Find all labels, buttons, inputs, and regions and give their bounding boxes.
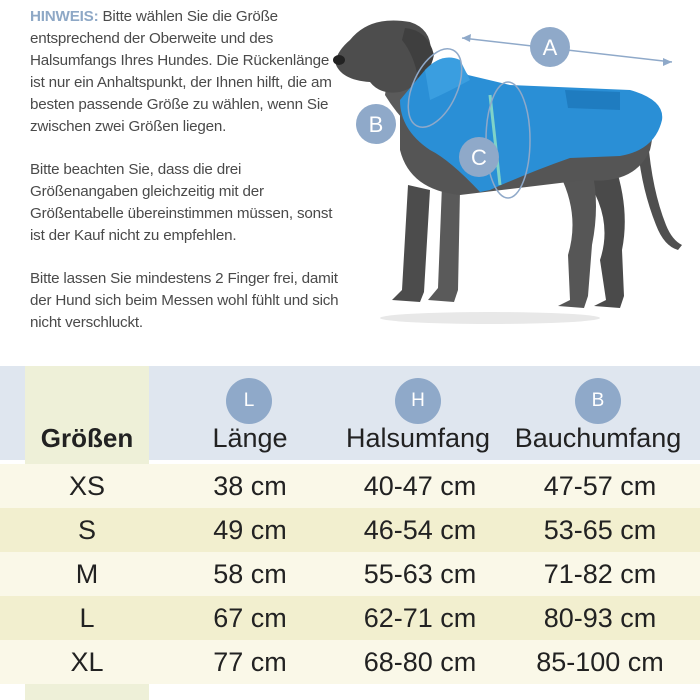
- neck-cell: 55-63 cm: [363, 559, 477, 589]
- badge-belly: B: [575, 378, 621, 424]
- table-row: [0, 552, 700, 596]
- hint-paragraph: [30, 6, 340, 138]
- size-cell: XL: [70, 647, 104, 677]
- dog-shadow: [380, 312, 600, 324]
- size-notes: [30, 6, 340, 355]
- dog-front-leg-right: [428, 185, 460, 302]
- badge-length: L: [226, 378, 272, 424]
- arrow-head-a-left: [462, 34, 471, 42]
- belly-cell: 85-100 cm: [536, 647, 664, 677]
- belly-cell: 80-93 cm: [543, 603, 657, 633]
- length-header: Länge: [212, 423, 288, 453]
- marker-a-label: A: [542, 35, 558, 60]
- length-cell: 49 cm: [213, 515, 287, 545]
- belly-cell: 53-65 cm: [543, 515, 657, 545]
- hint-label: HINWEIS:: [30, 8, 99, 25]
- match-note: Bitte beachten Sie, dass die drei Größenangaben gleichzeitig mit der Größentabelle übereinstimmen müssen, sonst ist der Kauf nicht zu empfehlen.: [30, 161, 333, 244]
- dog-nose: [333, 55, 345, 65]
- table-row: [0, 508, 700, 552]
- length-cell: 38 cm: [213, 471, 287, 501]
- size-table: [0, 366, 700, 700]
- finger-note: Bitte lassen Sie mindestens 2 Finger frei, damit der Hund sich beim Messen wohl fühlt und sich nicht verschluckt.: [30, 270, 339, 331]
- hint-text: Bitte wählen Sie die Größe entsprechend der Oberweite und des Halsumfangs Ihres Hundes. Die Rückenlänge ist nur ein Anhaltspunkt, der Ihnen hilft, die am besten passende Größe zu wählen, wenn Sie zwischen zwei Größen liegen.: [30, 8, 332, 135]
- dog-hind-leg-right: [558, 170, 596, 308]
- table-row: [0, 464, 700, 508]
- size-cell: XS: [68, 471, 106, 501]
- neck-cell: 68-80 cm: [363, 647, 477, 677]
- size-cell: L: [79, 603, 95, 633]
- belly-cell: 71-82 cm: [543, 559, 657, 589]
- belly-cell: 47-57 cm: [543, 471, 657, 501]
- marker-b-label: B: [368, 112, 384, 137]
- dog-illustration: [330, 0, 700, 360]
- arrow-head-a-right: [663, 58, 672, 66]
- dog-measurement-illustration: [330, 0, 700, 360]
- neck-cell: 62-71 cm: [363, 603, 477, 633]
- length-cell: 77 cm: [213, 647, 287, 677]
- neck-header: Halsumfang: [345, 423, 491, 453]
- badge-neck: H: [395, 378, 441, 424]
- size-cell: M: [75, 559, 99, 589]
- size-cell: S: [77, 515, 96, 545]
- length-cell: 58 cm: [213, 559, 287, 589]
- marker-c-label: C: [471, 145, 487, 170]
- neck-cell: 46-54 cm: [363, 515, 477, 545]
- dog-coat-pocket: [565, 90, 620, 110]
- neck-cell: 40-47 cm: [363, 471, 477, 501]
- dog-front-leg-left: [392, 185, 430, 302]
- belly-header: Bauchumfang: [514, 423, 682, 453]
- table-row: [0, 640, 700, 684]
- table-row: [0, 596, 700, 640]
- length-cell: 67 cm: [213, 603, 287, 633]
- sizes-header: Größen: [40, 423, 134, 453]
